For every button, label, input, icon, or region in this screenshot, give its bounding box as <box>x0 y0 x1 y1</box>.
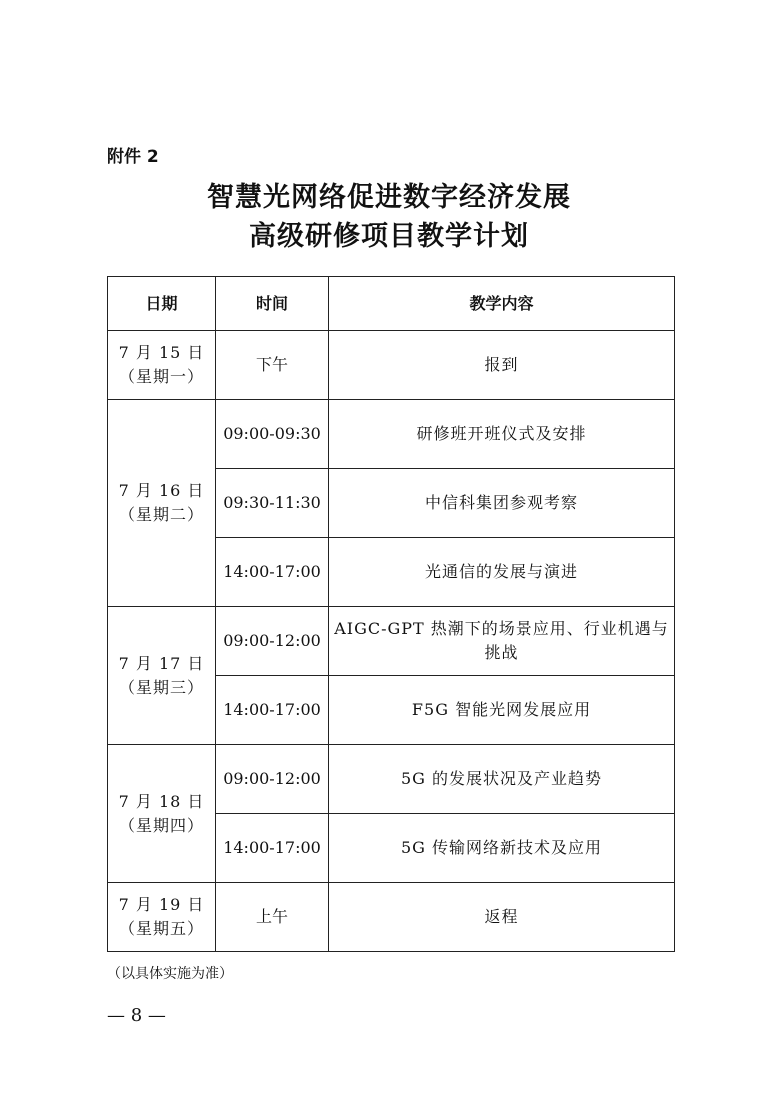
date-text: 7 月 17 日 <box>118 653 205 673</box>
weekday-text: （星期三） <box>118 677 204 697</box>
table-row <box>108 400 675 469</box>
page-number: — 8 — <box>107 1005 166 1026</box>
content-cell: 中信科集团参观考察 <box>329 469 675 538</box>
content-cell: 返程 <box>329 883 675 952</box>
date-cell <box>108 607 216 745</box>
teaching-plan-table <box>107 276 675 952</box>
footnote: （以具体实施为准） <box>107 966 233 982</box>
table-row <box>108 745 675 814</box>
header-time: 时间 <box>216 277 329 331</box>
table-row <box>108 331 675 400</box>
content-cell: 报到 <box>329 331 675 400</box>
content-cell: AIGC-GPT 热潮下的场景应用、行业机遇与挑战 <box>329 607 675 676</box>
time-cell: 09:00-12:00 <box>216 607 329 676</box>
time-cell: 14:00-17:00 <box>216 814 329 883</box>
time-cell: 下午 <box>216 331 329 400</box>
header-content: 教学内容 <box>329 277 675 331</box>
time-cell: 14:00-17:00 <box>216 676 329 745</box>
content-cell: 研修班开班仪式及安排 <box>329 400 675 469</box>
weekday-text: （星期二） <box>118 505 204 524</box>
time-cell: 09:00-09:30 <box>216 400 329 469</box>
table-row <box>108 607 675 676</box>
weekday-text: （星期四） <box>118 815 204 835</box>
header-date: 日期 <box>108 277 216 331</box>
date-text: 7 月 15 日 <box>118 343 205 362</box>
page-title-line-2: 高级研修项目教学计划 <box>249 221 529 252</box>
table-header-row <box>108 277 675 331</box>
time-cell: 09:00-12:00 <box>216 745 329 814</box>
date-cell <box>108 883 216 952</box>
weekday-text: （星期五） <box>118 919 204 938</box>
time-cell: 09:30-11:30 <box>216 469 329 538</box>
date-text: 7 月 19 日 <box>118 895 205 914</box>
content-cell: 光通信的发展与演进 <box>329 538 675 607</box>
weekday-text: （星期一） <box>118 367 204 386</box>
page-title-line-1: 智慧光网络促进数字经济发展 <box>207 182 571 213</box>
time-cell: 上午 <box>216 883 329 952</box>
content-cell: 5G 的发展状况及产业趋势 <box>329 745 675 814</box>
date-cell <box>108 745 216 883</box>
attachment-label: 附件 2 <box>107 147 159 167</box>
date-cell <box>108 331 216 400</box>
time-cell: 14:00-17:00 <box>216 538 329 607</box>
content-cell: F5G 智能光网发展应用 <box>329 676 675 745</box>
table-row <box>108 883 675 952</box>
content-cell: 5G 传输网络新技术及应用 <box>329 814 675 883</box>
date-text: 7 月 16 日 <box>118 481 205 500</box>
date-cell <box>108 400 216 607</box>
date-text: 7 月 18 日 <box>118 791 205 811</box>
